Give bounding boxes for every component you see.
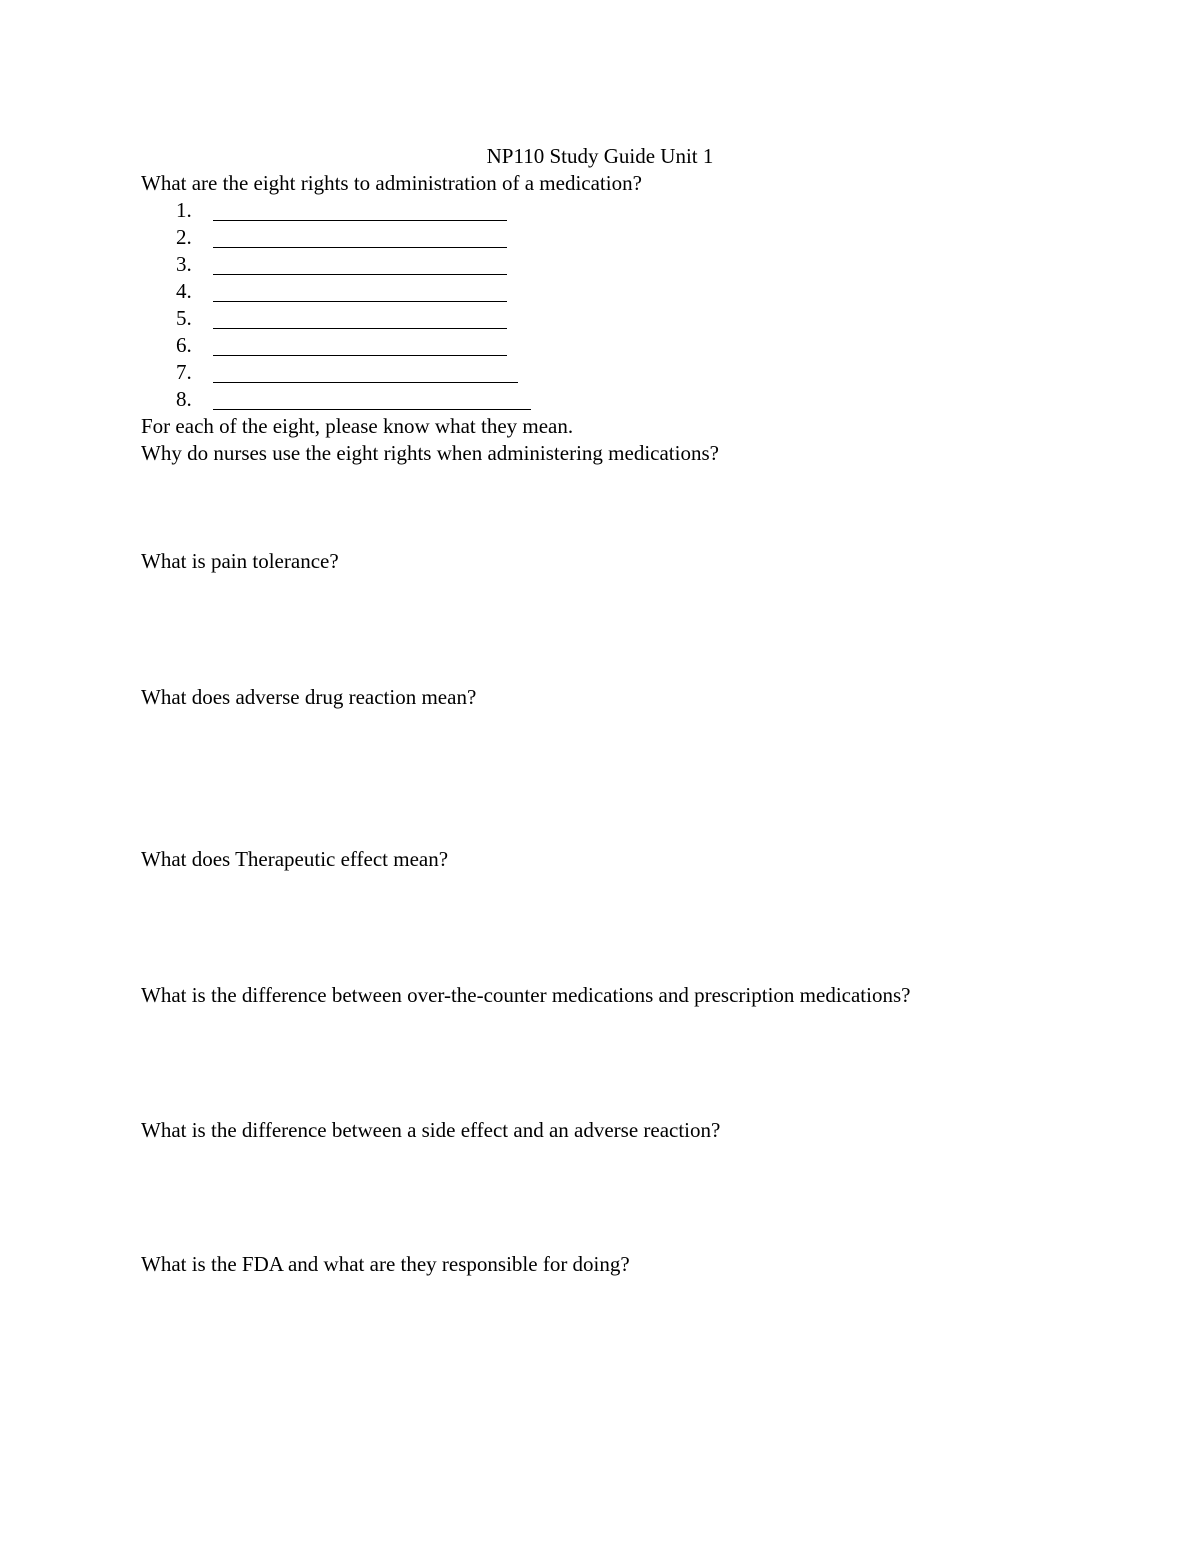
list-number: 8. bbox=[176, 387, 192, 411]
question-otc-vs-prescription: What is the difference between over-the-counter medications and prescription medications? bbox=[141, 983, 911, 1007]
question-adverse-drug-reaction: What does adverse drug reaction mean? bbox=[141, 685, 477, 709]
list-number: 7. bbox=[176, 360, 192, 384]
answer-blank bbox=[213, 328, 507, 329]
answer-blank bbox=[213, 247, 507, 248]
list-number: 3. bbox=[176, 252, 192, 276]
answer-blank bbox=[213, 220, 507, 221]
list-number: 5. bbox=[176, 306, 192, 330]
question-fda: What is the FDA and what are they responsible for doing? bbox=[141, 1252, 630, 1276]
question-eight-rights: What are the eight rights to administration of a medication? bbox=[141, 171, 642, 195]
answer-blank bbox=[213, 274, 507, 275]
answer-blank bbox=[213, 382, 518, 383]
list-number: 2. bbox=[176, 225, 192, 249]
answer-blank bbox=[213, 355, 507, 356]
list-number: 6. bbox=[176, 333, 192, 357]
list-number: 4. bbox=[176, 279, 192, 303]
answer-blank bbox=[213, 301, 507, 302]
document-title: NP110 Study Guide Unit 1 bbox=[486, 144, 714, 168]
question-why-eight-rights: Why do nurses use the eight rights when administering medications? bbox=[141, 441, 719, 465]
question-pain-tolerance: What is pain tolerance? bbox=[141, 549, 339, 573]
answer-blank bbox=[213, 409, 531, 410]
list-number: 1. bbox=[176, 198, 192, 222]
note-know-meaning: For each of the eight, please know what they mean. bbox=[141, 414, 574, 438]
question-side-effect-vs-adverse: What is the difference between a side effect and an adverse reaction? bbox=[141, 1118, 721, 1142]
question-therapeutic-effect: What does Therapeutic effect mean? bbox=[141, 847, 449, 871]
